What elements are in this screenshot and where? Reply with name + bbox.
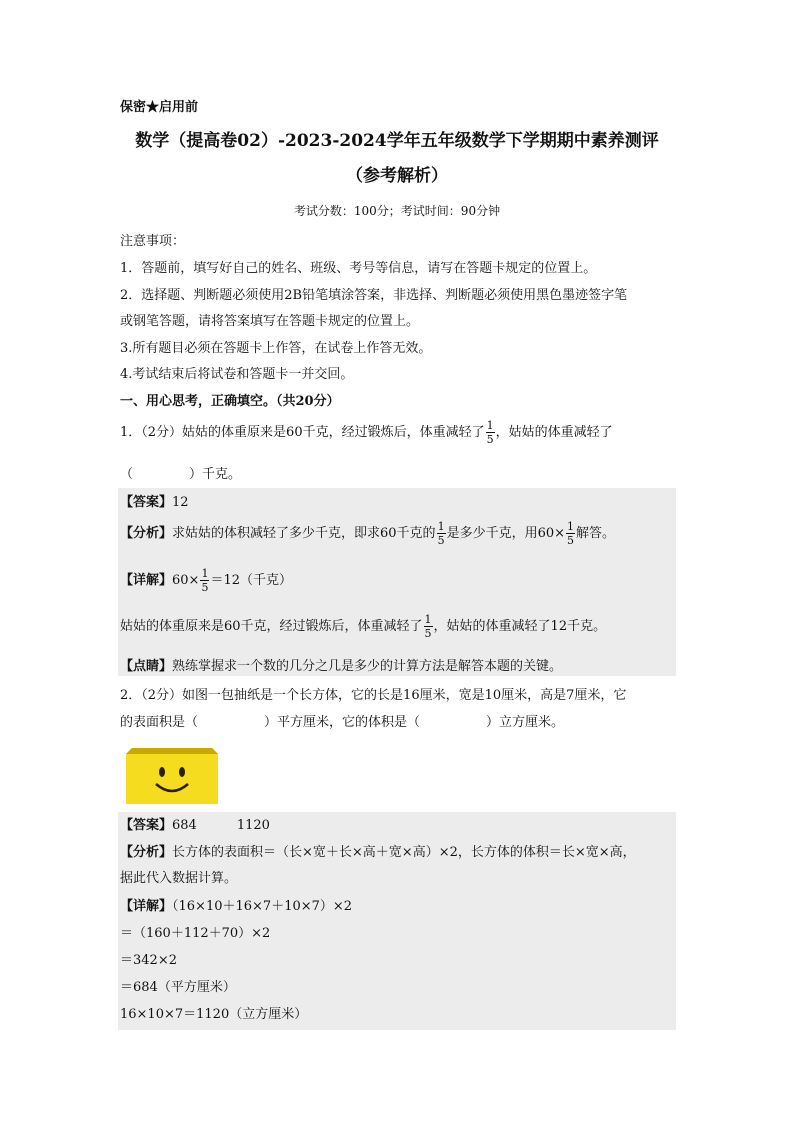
tissue-box-front	[126, 754, 218, 804]
analysis-1: 【分析】求姑姑的体积减轻了多少千克，即求60千克的 $\frac{1}{5}$ 是多少千克，用60× $\frac{1}{5}$ 解答。	[120, 520, 616, 547]
page-subtitle: （参考解析）	[346, 166, 448, 186]
detail-2-step: ＝684（平方厘米）	[120, 980, 236, 995]
fraction: $\frac{1}{5}$	[486, 419, 494, 446]
tissue-box-top	[126, 748, 218, 754]
exam-info: 考试分数：100分；考试时间：90分钟	[293, 204, 501, 218]
note-item: 2．选择题、判断题必须使用2B铅笔填涂答案，非选择、判断题必须使用黑色墨迹签字笔	[120, 288, 628, 303]
detail-1: 【详解】60× $\frac{1}{5}$ ＝12（千克）	[120, 567, 292, 594]
smiley-eye-left	[159, 767, 165, 777]
note-item: 3.所有题目必须在答题卡上作答，在试卷上作答无效。	[120, 341, 432, 356]
fraction: $\frac{1}{5}$	[567, 520, 574, 547]
detail-2-step: ＝342×2	[120, 953, 177, 968]
smiley-eye-right	[179, 767, 185, 777]
point-1: 【点睛】熟练掌握求一个数的几分之几是多少的计算方法是解答本题的关键。	[120, 659, 563, 674]
section-heading: 一、用心思考，正确填空。（共20分）	[120, 394, 340, 409]
page-title: 数学（提高卷02）-2023-2024学年五年级数学下学期期中素养测评	[135, 131, 659, 151]
detail-2: 【详解】（16×10＋16×7＋10×7）×2	[120, 899, 353, 914]
note-item: 1．答题前，填写好自己的姓名、班级、考号等信息，请写在答题卡规定的位置上。	[120, 261, 597, 276]
question-1-blank-line: （ ）千克。	[120, 467, 242, 482]
note-item: 4.考试结束后将试卷和答题卡一并交回。	[120, 367, 354, 382]
question-1-text: 1．（2分）姑姑的体重原来是60千克，经过锻炼后，体重减轻了 $\frac{1}{5}$ ，姑姑的体重减轻了	[120, 419, 613, 446]
notes-heading: 注意事项：	[120, 234, 186, 249]
detail-2-step: ＝（160＋112＋70）×2	[120, 926, 271, 941]
answer-2: 【答案】684 1120	[120, 818, 270, 833]
question-2-blanks: 的表面积是（ ）平方厘米，它的体积是（ ）立方厘米。	[120, 715, 565, 730]
question-2-text: 2．（2分）如图一包抽纸是一个长方体，它的长是16厘米，宽是10厘米，高是7厘米，它	[120, 688, 627, 703]
confidential-label: 保密★启用前	[120, 100, 199, 115]
fraction: $\frac{1}{5}$	[201, 567, 209, 594]
detail-2-step: 16×10×7＝1120（立方厘米）	[120, 1007, 308, 1022]
note-item: 或钢笔答题，请将答案填写在答题卡规定的位置上。	[120, 314, 420, 329]
analysis-2-cont: 据此代入数据计算。	[120, 871, 238, 886]
answer-1: 【答案】12	[120, 495, 189, 510]
conclusion-1: 姑姑的体重原来是60千克，经过锻炼后，体重减轻了 $\frac{1}{5}$ ，姑姑的体重减轻了12千克。	[120, 613, 607, 640]
fraction: $\frac{1}{5}$	[424, 613, 432, 640]
analysis-2: 【分析】长方体的表面积＝（长×宽＋长×高＋宽×高）×2，长方体的体积＝长×宽×高，	[120, 845, 636, 860]
tissue-box-image	[126, 742, 218, 806]
fraction: $\frac{1}{5}$	[437, 520, 445, 547]
